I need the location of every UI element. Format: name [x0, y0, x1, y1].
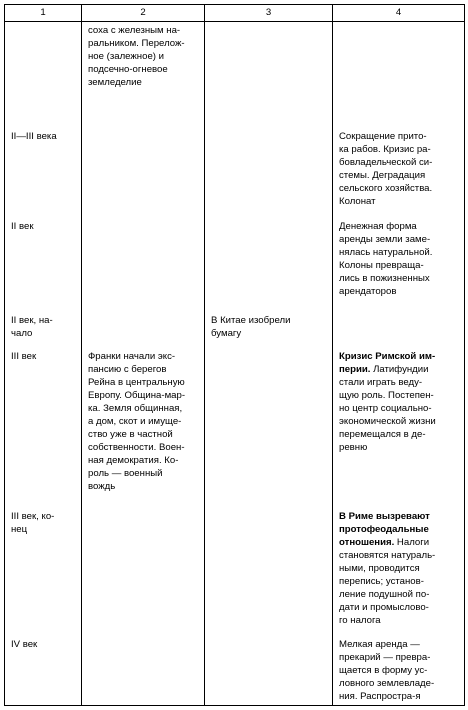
- period-text: II век: [11, 220, 34, 232]
- header-row: [5, 5, 465, 22]
- table-row: [5, 22, 465, 128]
- economy-cell: [333, 218, 465, 312]
- period-cell: [5, 22, 82, 128]
- table-row: [5, 508, 465, 636]
- west-cell: [82, 636, 205, 706]
- west-text: соха с железным на- ральником. Перелож- ное (залежное) и подсечно-огневое земледелие: [88, 25, 185, 88]
- header-col-3: 3: [205, 5, 333, 22]
- period-cell: [5, 218, 82, 312]
- table-row: [5, 348, 465, 508]
- economy-text: Латифундии стали играть веду- щую роль. Постепен- но центр социально- экономической жизни перемещался в де- ревню: [339, 363, 436, 453]
- east-cell: [205, 128, 333, 218]
- period-text: II век, на- чало: [11, 314, 53, 339]
- west-cell: [82, 312, 205, 348]
- west-cell: [82, 508, 205, 636]
- east-cell: [205, 636, 333, 706]
- table-row: [5, 636, 465, 706]
- header-col-2: 2: [82, 5, 205, 22]
- economy-text: Налоги становятся натураль- ными, проводится перепись; установ- ление подушной по- дати и промыслово- го налога: [339, 536, 436, 626]
- economy-text: Сокращение прито- ка рабов. Кризис ра- бовладельческой си- стемы. Деградация сельского хозяйства. Колонат: [339, 130, 433, 207]
- east-cell: [205, 348, 333, 508]
- west-cell: [82, 22, 205, 128]
- east-cell: [205, 22, 333, 128]
- west-cell: [82, 348, 205, 508]
- period-text: II—III века: [11, 130, 57, 142]
- period-text: IV век: [11, 638, 38, 650]
- period-cell: [5, 508, 82, 636]
- period-cell: [5, 348, 82, 508]
- period-cell: [5, 636, 82, 706]
- header-col-1: 1: [5, 5, 82, 22]
- period-cell: [5, 128, 82, 218]
- economy-cell: [333, 508, 465, 636]
- table-row: [5, 128, 465, 218]
- history-table: [4, 4, 465, 706]
- west-cell: [82, 128, 205, 218]
- east-cell: [205, 218, 333, 312]
- economy-cell: [333, 312, 465, 348]
- table-row: [5, 312, 465, 348]
- east-cell: [205, 508, 333, 636]
- header-col-4: 4: [333, 5, 465, 22]
- economy-cell: [333, 636, 465, 706]
- east-text: В Китае изобрели бумагу: [211, 314, 291, 339]
- economy-bold-text: Кризис Римской им- перии.: [339, 350, 436, 375]
- economy-cell: [333, 22, 465, 128]
- table-row: [5, 218, 465, 312]
- economy-bold-text: В Риме вызревают протофеодальные отношения.: [339, 510, 430, 548]
- west-cell: [82, 218, 205, 312]
- west-text: Франки начали экс- пансию с берегов Рейна в центральную Европу. Община-мар- ка. Земля общинная, а дом, скот и имуще- ство уже в частной собственности. Воен- ная демократия. Ко- роль — военный вождь: [88, 350, 186, 492]
- economy-text: Денежная форма аренды земли заме- нялась натуральной. Колоны превраща- лись в пожизненных арендаторов: [339, 220, 433, 297]
- economy-text: Мелкая аренда — прекарий — превра- щается в форму ус- ловного землевладе- ния. Распростра-я: [339, 638, 435, 702]
- economy-cell: [333, 348, 465, 508]
- period-text: III век, ко- нец: [11, 510, 55, 535]
- period-cell: [5, 312, 82, 348]
- east-cell: [205, 312, 333, 348]
- economy-cell: [333, 128, 465, 218]
- period-text: III век: [11, 350, 37, 362]
